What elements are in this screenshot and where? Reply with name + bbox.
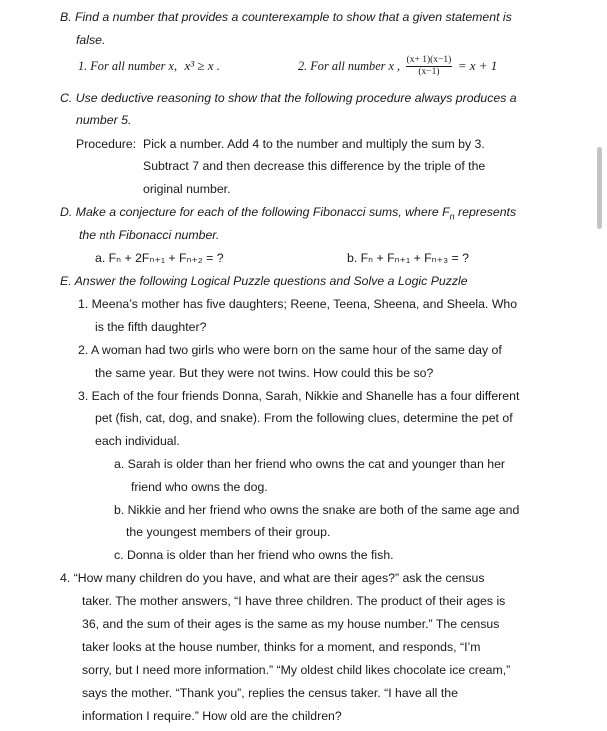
question-2-line2: the same year. But they were not twins. How could this be so?: [95, 366, 434, 380]
statement-1-expression: x³ ≥ x .: [184, 58, 221, 73]
clue-b-line1: b. Nikkie and her friend who owns the snake are both of the same age and: [114, 503, 520, 517]
clue-b-line2: the youngest members of their group.: [126, 525, 331, 539]
fibonacci-item-b: b. Fₙ + Fₙ₊₁ + Fₙ₊₃ = ?: [347, 251, 469, 265]
procedure-line3: original number.: [143, 182, 231, 196]
section-c-heading-line1: C. Use deductive reasoning to show that the following procedure always produces a: [60, 91, 517, 105]
question-3-line2: pet (fish, cat, dog, and snake). From the following clues, determine the pet of: [95, 411, 513, 425]
section-d-line2-suffix: Fibonacci number.: [115, 228, 220, 242]
statement-1-prefix: 1. For all number x,: [78, 59, 178, 73]
vertical-scrollbar-thumb[interactable]: [597, 147, 602, 229]
statement-1: [78, 58, 220, 74]
section-d-heading-text: D. Make a conjecture for each of the following Fibonacci sums, where F: [60, 205, 450, 219]
section-d-heading-subscript: n: [449, 211, 455, 222]
section-e-heading: E. Answer the following Logical Puzzle questions and Solve a Logic Puzzle: [60, 274, 468, 288]
section-d-heading-suffix: represents: [454, 205, 517, 219]
question-4-line1: 4. “How many children do you have, and what are their ages?” ask the census: [60, 571, 485, 585]
section-d-heading-line1: [60, 204, 516, 220]
question-2-line1: 2. A woman had two girls who were born on the same hour of the same day of: [78, 343, 502, 357]
section-b-heading-line2: false.: [76, 33, 106, 47]
procedure-line1: Pick a number. Add 4 to the number and multiply the sum by 3.: [143, 137, 485, 151]
question-4-line7: information I require.” How old are the children?: [82, 709, 342, 723]
statement-2-rhs: = x + 1: [457, 58, 498, 73]
question-4-line6: says the mother. “Thank you”, replies the census taker. “I have all the: [82, 686, 458, 700]
question-4-line4: taker looks at the house number, thinks for a moment, and responds, “I’m: [82, 640, 481, 654]
section-d-line2-prefix: the: [79, 228, 100, 242]
clue-c: c. Donna is older than her friend who owns the fish.: [114, 548, 394, 562]
question-1-line1: 1. Meena’s mother has five daughters; Reene, Teena, Sheena, and Sheela. Who: [78, 297, 518, 311]
question-3-line3: each individual.: [95, 434, 180, 448]
fraction-numerator: (x+ 1)(x−1): [406, 55, 452, 66]
section-d-nth: nth: [99, 228, 116, 242]
statement-2-prefix: 2. For all number x ,: [298, 59, 401, 73]
section-c-heading-line2: number 5.: [76, 113, 132, 127]
section-b-heading-line1: B. Find a number that provides a counterexample to show that a given statement is: [60, 10, 512, 24]
fibonacci-item-a: a. Fₙ + 2Fₙ₊₁ + Fₙ₊₂ = ?: [95, 251, 224, 265]
question-3-line1: 3. Each of the four friends Donna, Sarah, Nikkie and Shanelle has a four different: [78, 389, 520, 403]
question-4-line3: 36, and the sum of their ages is the same as my house number.” The census: [82, 617, 500, 631]
section-d-heading-line2: [79, 227, 219, 243]
procedure-line2: Subtract 7 and then decrease this difference by the triple of the: [143, 159, 486, 173]
statement-2: [298, 54, 497, 78]
clue-a-line1: a. Sarah is older than her friend who owns the cat and younger than her: [114, 457, 506, 471]
question-1-line2: is the fifth daughter?: [95, 320, 207, 334]
question-4-line2: taker. The mother answers, “I have three children. The product of their ages is: [82, 594, 506, 608]
clue-a-line2: friend who owns the dog.: [131, 480, 268, 494]
statement-2-fraction: [406, 55, 453, 78]
fraction-denominator: (x−1): [418, 67, 440, 78]
question-4-line5: sorry, but I need more information.” “My oldest child likes chocolate ice cream,”: [82, 663, 511, 677]
procedure-label: Procedure:: [76, 137, 137, 151]
